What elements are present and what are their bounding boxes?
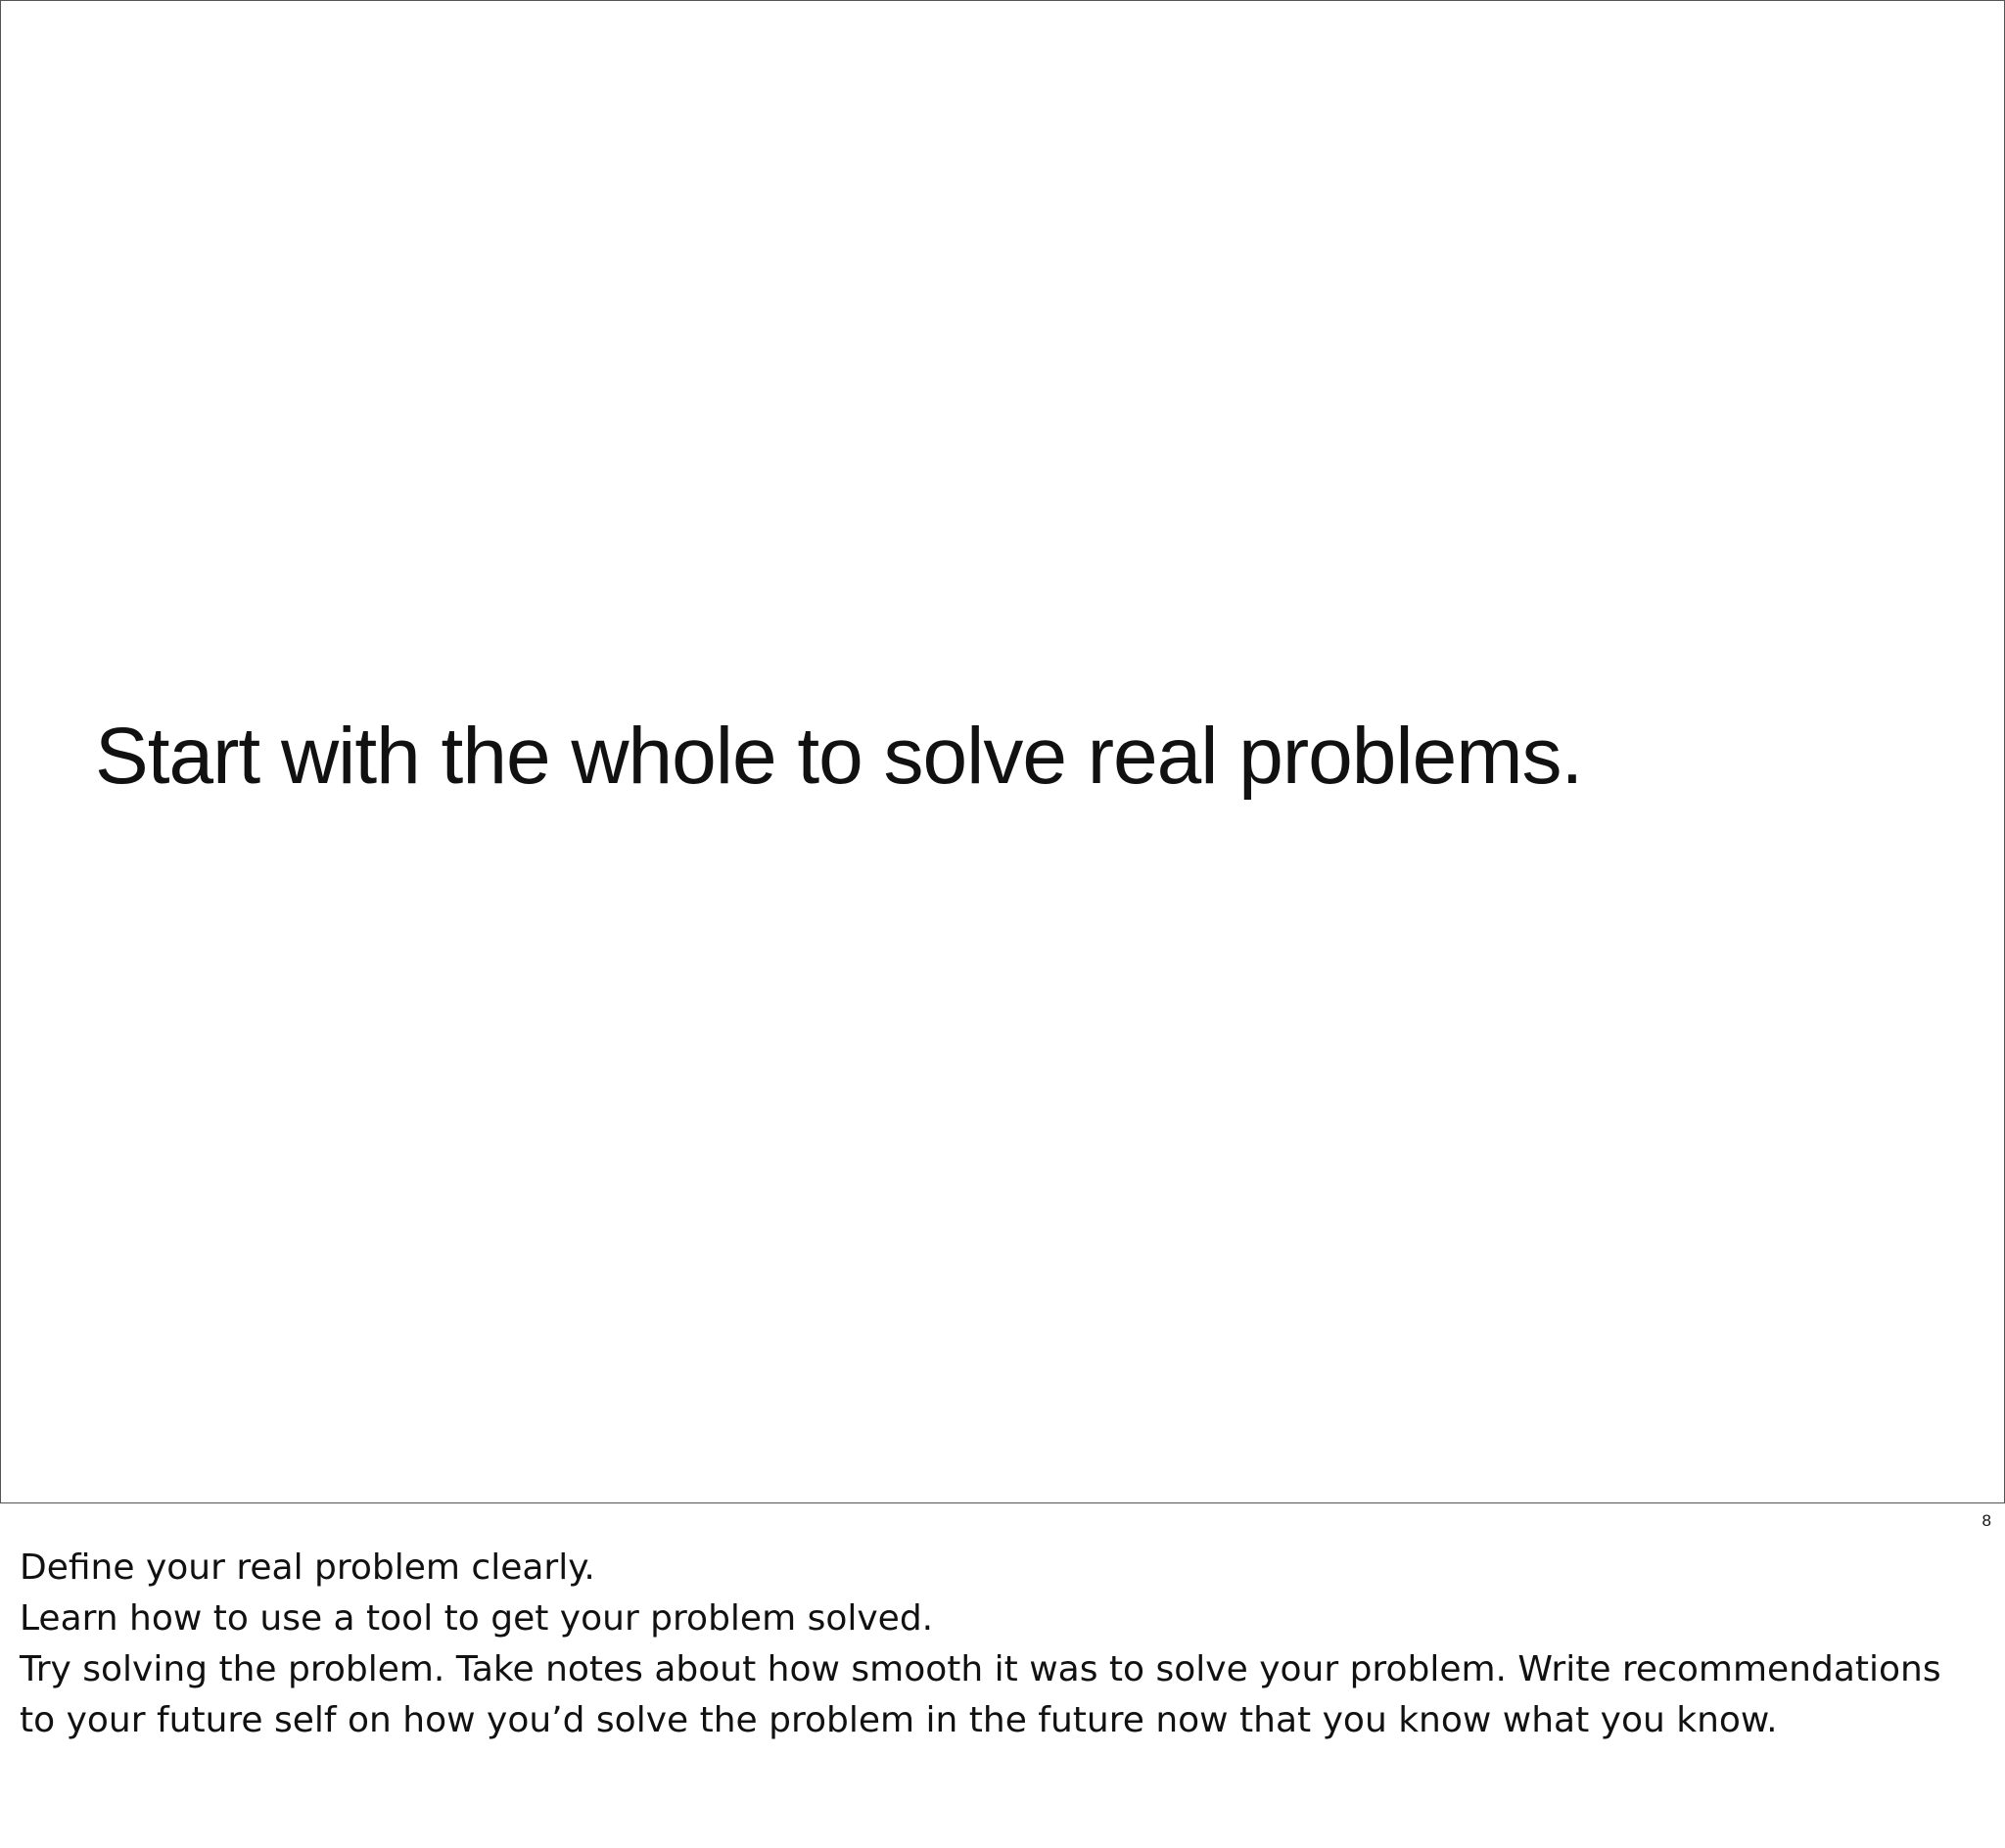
notes-line: Define your real problem clearly. — [20, 1548, 595, 1588]
slide-title: Start with the whole to solve real problems. — [95, 712, 1583, 801]
speaker-notes — [20, 1543, 1968, 1746]
notes-line: Try solving the problem. Take notes about how smooth it was to solve your problem. Write recommendations to your future self on how you’d solve the problem in the future now that you know what you know. — [20, 1649, 1941, 1740]
notes-line: Learn how to use a tool to get your problem solved. — [20, 1598, 934, 1639]
page-number: 8 — [1982, 1511, 1991, 1530]
